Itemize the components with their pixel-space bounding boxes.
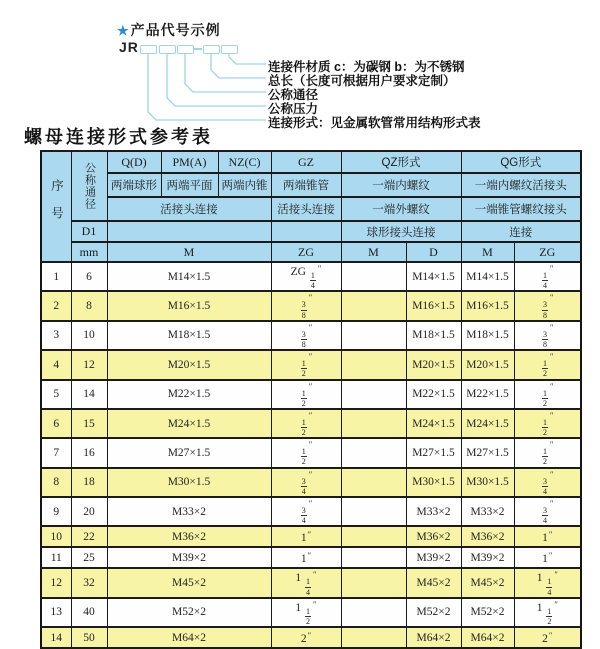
cell-seq: 5 — [41, 380, 71, 409]
cell-m: M22×1.5 — [107, 380, 271, 409]
inch-mark: ″ — [550, 439, 554, 450]
fraction: $\frac{1}{2}$ — [543, 388, 547, 408]
cell-qz-d: M18×1.5 — [406, 321, 461, 350]
cell-qg-m: M36×2 — [461, 526, 514, 547]
fraction: $\frac{3}{4}$ — [301, 506, 306, 526]
cell-seq: 9 — [41, 497, 71, 526]
cell-dn: 40 — [71, 598, 107, 627]
header-qz-unit-d: D — [406, 242, 461, 262]
header-gz-join: 活接头连接 — [271, 197, 341, 221]
fraction: $\frac{1}{2}$ — [547, 606, 552, 626]
cell-m: M27×1.5 — [107, 438, 271, 467]
cell-qg-m: M45×2 — [461, 568, 514, 597]
inch-mark: ″ — [550, 409, 554, 420]
cell-dn: 14 — [71, 380, 107, 409]
cell-zg — [271, 380, 341, 409]
cell-qg-m: M22×1.5 — [461, 380, 514, 409]
cell-zg — [271, 291, 341, 320]
cell-qz-d: M33×2 — [406, 497, 461, 526]
cell-qz-d: M20×1.5 — [406, 350, 461, 379]
cell-seq: 4 — [41, 350, 71, 379]
label-total-length: 总长（长度可根据用户要求定制） — [268, 74, 456, 88]
cell-zg: 1″ — [271, 526, 341, 547]
table-row — [41, 380, 581, 409]
cell-dn: 16 — [71, 438, 107, 467]
cell-qg-m: M16×1.5 — [461, 291, 514, 320]
nut-connection-table — [40, 150, 582, 649]
cell-qz-m — [341, 438, 406, 467]
cell-qz-m — [341, 291, 406, 320]
header-d1-blank-left — [107, 221, 271, 242]
cell-seq: 11 — [41, 547, 71, 568]
fraction: $\frac{1}{2}$ — [306, 606, 311, 626]
cell-qz-m — [341, 598, 406, 627]
cell-qz-m — [341, 350, 406, 379]
cell-m: M64×2 — [107, 627, 271, 648]
table-row — [41, 497, 581, 526]
inch-mark: ″ — [308, 351, 313, 362]
header-code-gz: GZ — [271, 151, 341, 173]
header-row-desc — [41, 173, 581, 197]
inch-mark: ″ — [307, 529, 312, 540]
label-nominal-diameter: 公称通径 — [268, 88, 319, 102]
inch-mark: ″ — [550, 351, 554, 362]
header-qz-unit-m: M — [341, 242, 406, 262]
header-qg-unit-m: M — [461, 242, 514, 262]
cell-zg — [271, 409, 341, 438]
fraction: $\frac{3}{8}$ — [543, 300, 547, 320]
cell-qg-zg: 1 $\frac{1}{4}$ ″ — [514, 568, 581, 597]
label-connection-form: 连接形式：见金属软管常用结构形式表 — [268, 116, 481, 130]
inch-mark: ″ — [308, 409, 313, 420]
cell-qz-m — [341, 468, 406, 497]
cell-m: M16×1.5 — [107, 291, 271, 320]
cell-qz-d: M22×1.5 — [406, 380, 461, 409]
cell-seq: 12 — [41, 568, 71, 597]
cell-zg — [271, 468, 341, 497]
table-title: 螺母连接形式参考表 — [24, 127, 213, 147]
inch-mark: ″ — [308, 380, 313, 391]
cell-qz-m — [341, 627, 406, 648]
cell-qg-m: M20×1.5 — [461, 350, 514, 379]
cell-qz-m — [341, 409, 406, 438]
header-desc-q: 两端球形 — [107, 173, 161, 197]
inch-mark: ″ — [313, 569, 317, 580]
header-desc-nz: 两端内锥 — [218, 173, 271, 197]
table-row — [41, 291, 581, 320]
cell-dn: 22 — [71, 526, 107, 547]
cell-m: M30×1.5 — [107, 468, 271, 497]
header-union-join: 活接头连接 — [107, 197, 271, 221]
cell-dn: 32 — [71, 568, 107, 597]
cell-dn: 20 — [71, 497, 107, 526]
cell-zg: 1 $\frac{1}{4}$ ″ — [271, 568, 341, 597]
inch-mark: ″ — [548, 529, 553, 540]
cell-dn: 15 — [71, 409, 107, 438]
cell-qz-m — [341, 380, 406, 409]
cell-m: M20×1.5 — [107, 350, 271, 379]
cell-qz-m — [341, 262, 406, 291]
table-row — [41, 321, 581, 350]
header-qg-taper-joint: 一端锥管螺纹接头 — [461, 197, 581, 221]
cell-qg-m: M30×1.5 — [461, 468, 514, 497]
fraction: $\frac{1}{2}$ — [543, 447, 547, 467]
table-row — [41, 262, 581, 291]
cell-seq: 8 — [41, 468, 71, 497]
fraction: $\frac{3}{4}$ — [543, 506, 547, 526]
cell-dn: 18 — [71, 468, 107, 497]
fraction: $\frac{1}{4}$ — [306, 577, 311, 597]
header-dn: 公称通径 — [71, 151, 107, 221]
fraction: $\frac{1}{4}$ — [543, 271, 547, 291]
cell-qg-zg — [514, 468, 581, 497]
header-code-qg: QG形式 — [461, 151, 581, 173]
fraction: $\frac{1}{4}$ — [310, 271, 315, 291]
cell-dn: 8 — [71, 291, 107, 320]
cell-seq: 14 — [41, 627, 71, 648]
cell-seq: 13 — [41, 598, 71, 627]
inch-mark: ″ — [307, 550, 312, 561]
cell-m: M39×2 — [107, 547, 271, 568]
cell-seq: 3 — [41, 321, 71, 350]
fraction: $\frac{3}{8}$ — [543, 329, 547, 349]
header-row-codes — [41, 151, 581, 173]
fraction: $\frac{1}{2}$ — [543, 359, 547, 379]
fraction: $\frac{1}{2}$ — [301, 388, 306, 408]
cell-qg-zg — [514, 409, 581, 438]
cell-qg-zg: 1″ — [514, 526, 581, 547]
cell-qz-m — [341, 526, 406, 547]
cell-qz-d: M16×1.5 — [406, 291, 461, 320]
header-d1-blank-gz — [271, 221, 341, 242]
cell-seq: 10 — [41, 526, 71, 547]
cell-seq: 6 — [41, 409, 71, 438]
cell-zg: 1″ — [271, 547, 341, 568]
cell-zg: 1 $\frac{1}{2}$ ″ — [271, 598, 341, 627]
cell-qg-zg: 1 $\frac{1}{2}$ ″ — [514, 598, 581, 627]
label-nominal-pressure: 公称压力 — [268, 102, 319, 116]
inch-mark: ″ — [548, 630, 553, 641]
inch-mark: ″ — [550, 498, 554, 508]
cell-qg-zg: 1″ — [514, 547, 581, 568]
table-row — [41, 350, 581, 379]
cell-qg-m: M14×1.5 — [461, 262, 514, 291]
header-desc-gz: 两端锥管 — [271, 173, 341, 197]
cell-qg-zg — [514, 497, 581, 526]
inch-mark: ″ — [548, 550, 553, 561]
cell-qz-m — [341, 547, 406, 568]
cell-qg-zg — [514, 262, 581, 291]
header-code-q: Q(D) — [107, 151, 161, 173]
header-unit-zg: ZG — [271, 242, 341, 262]
table-row — [41, 526, 581, 547]
header-d1: D1 — [71, 221, 107, 242]
cell-zg: ZG $\frac{1}{4}$ ″ — [271, 262, 341, 291]
star-icon: ★ — [117, 23, 130, 38]
fraction: $\frac{3}{8}$ — [301, 329, 306, 349]
cell-m: M18×1.5 — [107, 321, 271, 350]
cell-zg: 2″ — [271, 627, 341, 648]
header-qg-unit-zg: ZG — [514, 242, 581, 262]
inch-mark: ″ — [550, 292, 554, 303]
header-row-units — [41, 242, 581, 262]
table-row — [41, 547, 581, 568]
cell-qz-d: M36×2 — [406, 526, 461, 547]
header-mm: mm — [71, 242, 107, 262]
table-row — [41, 409, 581, 438]
inch-mark: ″ — [308, 439, 313, 450]
header-desc-qz: 一端内螺纹 — [341, 173, 461, 197]
cell-seq: 2 — [41, 291, 71, 320]
cell-qz-d: M30×1.5 — [406, 468, 461, 497]
header-code-qz: QZ形式 — [341, 151, 461, 173]
cell-qg-m: M27×1.5 — [461, 438, 514, 467]
cell-qg-zg: 2″ — [514, 627, 581, 648]
cell-qg-m: M39×2 — [461, 547, 514, 568]
cell-zg — [271, 321, 341, 350]
inch-mark: ″ — [313, 598, 317, 609]
cell-qz-d: M64×2 — [406, 627, 461, 648]
inch-mark: ″ — [554, 598, 558, 609]
inch-mark: ″ — [550, 263, 554, 273]
inch-mark: ″ — [308, 292, 313, 303]
cell-qg-m: M18×1.5 — [461, 321, 514, 350]
cell-dn: 25 — [71, 547, 107, 568]
cell-qz-d: M45×2 — [406, 568, 461, 597]
header-code-pm: PM(A) — [161, 151, 218, 173]
header-row-join — [41, 197, 581, 221]
cell-qg-m: M33×2 — [461, 497, 514, 526]
cell-m: M24×1.5 — [107, 409, 271, 438]
fraction: $\frac{1}{2}$ — [543, 417, 547, 438]
inch-mark: ″ — [550, 321, 554, 332]
cell-m: M33×2 — [107, 497, 271, 526]
header-qz-ext-thread: 一端外螺纹 — [341, 197, 461, 221]
inch-mark: ″ — [308, 498, 313, 508]
fraction: $\frac{3}{4}$ — [543, 476, 547, 496]
cell-dn: 12 — [71, 350, 107, 379]
cell-m: M52×2 — [107, 598, 271, 627]
cell-qz-d: M24×1.5 — [406, 409, 461, 438]
inch-mark: ″ — [550, 380, 554, 391]
fraction: $\frac{1}{4}$ — [547, 577, 552, 597]
cell-qz-m — [341, 568, 406, 597]
cell-qg-m: M24×1.5 — [461, 409, 514, 438]
cell-m: M36×2 — [107, 526, 271, 547]
cell-seq: 7 — [41, 438, 71, 467]
table-row — [41, 468, 581, 497]
inch-mark: ″ — [308, 468, 313, 479]
cell-dn: 10 — [71, 321, 107, 350]
cell-zg — [271, 350, 341, 379]
header-qg-connect: 连接 — [461, 221, 581, 242]
cell-m: M14×1.5 — [107, 262, 271, 291]
cell-qg-zg — [514, 438, 581, 467]
header-code-nz: NZ(C) — [218, 151, 271, 173]
label-material: 连接件材质 c：为碳钢 b：为不锈钢 — [268, 60, 465, 74]
header-qz-ball-join: 球形接头连接 — [341, 221, 461, 242]
cell-qz-m — [341, 497, 406, 526]
inch-mark: ″ — [317, 263, 322, 273]
inch-mark: ″ — [554, 569, 558, 580]
inch-mark: ″ — [308, 321, 313, 332]
cell-qz-d: M27×1.5 — [406, 438, 461, 467]
cell-dn: 50 — [71, 627, 107, 648]
cell-zg — [271, 438, 341, 467]
cell-dn: 6 — [71, 262, 107, 291]
table-body — [41, 262, 581, 648]
table-header — [41, 151, 581, 262]
fraction: $\frac{3}{4}$ — [301, 476, 306, 496]
fraction: $\frac{1}{2}$ — [301, 359, 306, 379]
cell-qz-d: M52×2 — [406, 598, 461, 627]
table-row — [41, 568, 581, 597]
cell-qz-d: M39×2 — [406, 547, 461, 568]
table-row — [41, 627, 581, 648]
cell-qg-zg — [514, 380, 581, 409]
cell-qg-m: M64×2 — [461, 627, 514, 648]
cell-qg-zg — [514, 321, 581, 350]
cell-seq: 1 — [41, 262, 71, 291]
code-prefix: JR — [119, 39, 139, 55]
cell-qg-zg — [514, 291, 581, 320]
table-row — [41, 598, 581, 627]
header-unit-m: M — [107, 242, 271, 262]
cell-qg-zg — [514, 350, 581, 379]
inch-mark: ″ — [550, 468, 554, 479]
header-desc-qg: 一端内螺纹活接头 — [461, 173, 581, 197]
table-row — [41, 438, 581, 467]
cell-qz-d: M14×1.5 — [406, 262, 461, 291]
cell-zg — [271, 497, 341, 526]
cell-qg-m: M52×2 — [461, 598, 514, 627]
cell-qz-m — [341, 321, 406, 350]
header-desc-pm: 两端平面 — [161, 173, 218, 197]
diagram-title-text: 产品代号示例 — [130, 22, 221, 38]
header-row-d1 — [41, 221, 581, 242]
fraction: $\frac{1}{2}$ — [301, 447, 306, 467]
fraction: $\frac{1}{2}$ — [301, 417, 306, 438]
fraction: $\frac{3}{8}$ — [301, 300, 306, 320]
inch-mark: ″ — [307, 630, 312, 641]
cell-m: M45×2 — [107, 568, 271, 597]
header-seq: 序号 — [41, 151, 71, 262]
